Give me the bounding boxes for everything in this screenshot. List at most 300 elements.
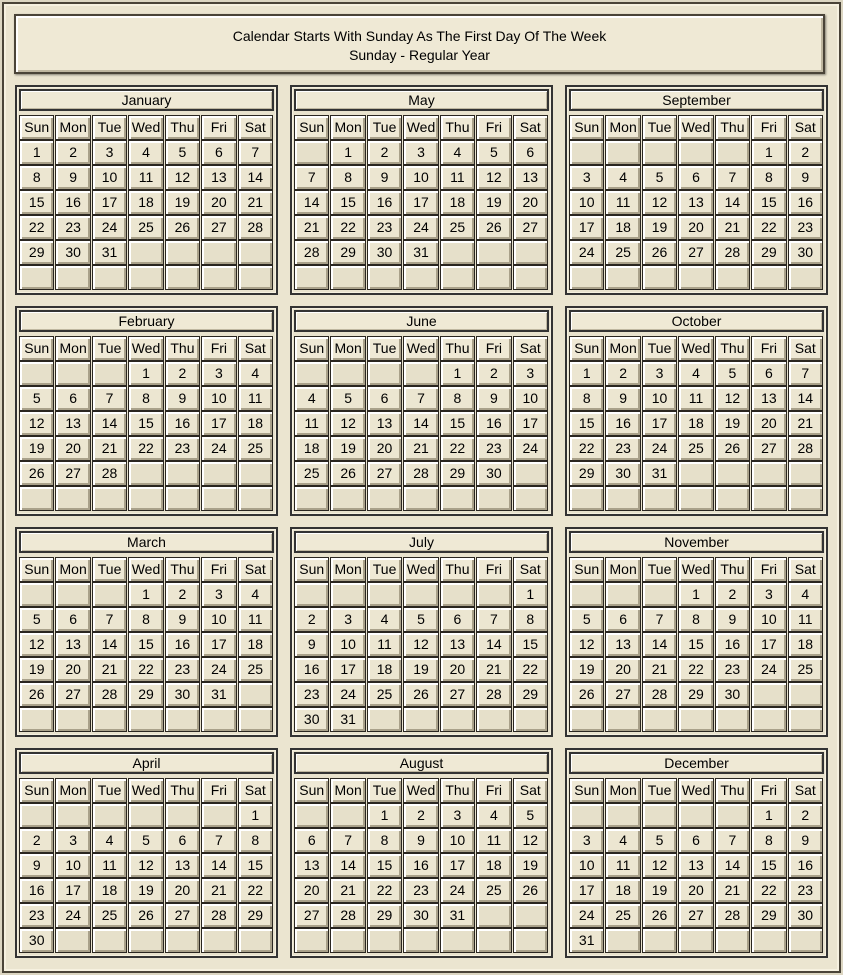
day-cell: 8 xyxy=(128,607,163,632)
day-cell: 30 xyxy=(294,707,329,732)
day-cell: 2 xyxy=(294,607,329,632)
day-cell: 13 xyxy=(678,853,713,878)
day-cell: 16 xyxy=(605,411,640,436)
empty-day-cell xyxy=(440,928,475,953)
weekday-header: Sun xyxy=(19,778,54,803)
month-title: January xyxy=(19,89,274,111)
empty-day-cell xyxy=(605,265,640,290)
day-cell: 16 xyxy=(55,190,90,215)
day-cell: 26 xyxy=(569,682,604,707)
empty-day-cell xyxy=(19,803,54,828)
empty-day-cell xyxy=(715,928,750,953)
empty-day-cell xyxy=(678,140,713,165)
empty-day-cell xyxy=(294,486,329,511)
day-cell: 30 xyxy=(403,903,438,928)
day-cell: 18 xyxy=(128,190,163,215)
day-cell: 30 xyxy=(19,928,54,953)
day-cell: 4 xyxy=(476,803,511,828)
day-cell: 24 xyxy=(513,436,548,461)
weekday-header: Sat xyxy=(513,336,548,361)
day-cell: 5 xyxy=(642,165,677,190)
weekday-header: Wed xyxy=(678,336,713,361)
day-cell: 16 xyxy=(19,878,54,903)
day-cell: 26 xyxy=(330,461,365,486)
day-cell: 26 xyxy=(19,682,54,707)
day-cell: 22 xyxy=(367,878,402,903)
day-cell: 2 xyxy=(715,582,750,607)
empty-day-cell xyxy=(403,486,438,511)
empty-day-cell xyxy=(19,361,54,386)
day-cell: 17 xyxy=(403,190,438,215)
weekday-header: Fri xyxy=(201,336,236,361)
day-cell: 13 xyxy=(513,165,548,190)
empty-day-cell xyxy=(19,265,54,290)
day-cell: 21 xyxy=(294,215,329,240)
day-cell: 24 xyxy=(92,215,127,240)
weekday-header: Mon xyxy=(330,336,365,361)
month-panel-february xyxy=(15,306,278,516)
empty-day-cell xyxy=(294,803,329,828)
day-cell: 23 xyxy=(788,878,823,903)
day-cell: 19 xyxy=(476,190,511,215)
day-cell: 26 xyxy=(715,436,750,461)
day-cell: 18 xyxy=(605,878,640,903)
empty-day-cell xyxy=(367,707,402,732)
empty-day-cell xyxy=(128,461,163,486)
day-cell: 17 xyxy=(569,215,604,240)
day-cell: 11 xyxy=(238,386,273,411)
day-cell: 10 xyxy=(569,853,604,878)
day-cell: 26 xyxy=(128,903,163,928)
month-panel-april xyxy=(15,748,278,958)
weekday-header: Sun xyxy=(294,778,329,803)
empty-day-cell xyxy=(294,361,329,386)
weekday-header: Thu xyxy=(440,778,475,803)
day-cell: 1 xyxy=(367,803,402,828)
day-cell: 20 xyxy=(367,436,402,461)
day-cell: 21 xyxy=(788,411,823,436)
empty-day-cell xyxy=(165,240,200,265)
day-cell: 6 xyxy=(440,607,475,632)
day-cell: 15 xyxy=(440,411,475,436)
day-cell: 8 xyxy=(751,828,786,853)
day-cell: 15 xyxy=(19,190,54,215)
day-cell: 6 xyxy=(55,607,90,632)
day-cell: 14 xyxy=(715,190,750,215)
day-cell: 17 xyxy=(330,657,365,682)
empty-day-cell xyxy=(55,265,90,290)
day-cell: 13 xyxy=(751,386,786,411)
day-cell: 12 xyxy=(476,165,511,190)
day-cell: 3 xyxy=(642,361,677,386)
empty-day-cell xyxy=(330,361,365,386)
day-cell: 22 xyxy=(128,436,163,461)
day-cell: 14 xyxy=(238,165,273,190)
day-cell: 25 xyxy=(440,215,475,240)
day-cell: 9 xyxy=(788,828,823,853)
day-cell: 3 xyxy=(201,582,236,607)
day-cell: 9 xyxy=(403,828,438,853)
day-cell: 24 xyxy=(440,878,475,903)
day-cell: 17 xyxy=(569,878,604,903)
day-cell: 23 xyxy=(165,436,200,461)
empty-day-cell xyxy=(605,140,640,165)
day-cell: 29 xyxy=(238,903,273,928)
empty-day-cell xyxy=(569,707,604,732)
day-cell: 22 xyxy=(678,657,713,682)
empty-day-cell xyxy=(92,361,127,386)
empty-day-cell xyxy=(440,486,475,511)
day-cell: 21 xyxy=(642,657,677,682)
month-days-grid xyxy=(569,115,824,290)
weekday-header: Wed xyxy=(128,336,163,361)
day-cell: 20 xyxy=(513,190,548,215)
empty-day-cell xyxy=(476,903,511,928)
empty-day-cell xyxy=(55,582,90,607)
day-cell: 11 xyxy=(605,853,640,878)
month-days-grid xyxy=(19,336,274,511)
day-cell: 9 xyxy=(476,386,511,411)
day-cell: 16 xyxy=(165,411,200,436)
weekday-header: Tue xyxy=(642,778,677,803)
day-cell: 2 xyxy=(55,140,90,165)
day-cell: 25 xyxy=(128,215,163,240)
day-cell: 4 xyxy=(92,828,127,853)
day-cell: 2 xyxy=(605,361,640,386)
day-cell: 13 xyxy=(367,411,402,436)
day-cell: 27 xyxy=(165,903,200,928)
day-cell: 20 xyxy=(678,878,713,903)
weekday-header: Fri xyxy=(476,557,511,582)
day-cell: 3 xyxy=(513,361,548,386)
day-cell: 16 xyxy=(715,632,750,657)
day-cell: 27 xyxy=(55,682,90,707)
day-cell: 21 xyxy=(715,878,750,903)
day-cell: 20 xyxy=(55,436,90,461)
empty-day-cell xyxy=(715,265,750,290)
weekday-header: Sat xyxy=(238,115,273,140)
day-cell: 12 xyxy=(642,853,677,878)
day-cell: 11 xyxy=(678,386,713,411)
day-cell: 20 xyxy=(751,411,786,436)
day-cell: 13 xyxy=(55,632,90,657)
day-cell: 18 xyxy=(678,411,713,436)
day-cell: 30 xyxy=(788,240,823,265)
day-cell: 13 xyxy=(294,853,329,878)
day-cell: 13 xyxy=(440,632,475,657)
empty-day-cell xyxy=(440,265,475,290)
weekday-header: Mon xyxy=(605,778,640,803)
day-cell: 25 xyxy=(92,903,127,928)
day-cell: 7 xyxy=(294,165,329,190)
day-cell: 19 xyxy=(513,853,548,878)
weekday-header: Sun xyxy=(294,557,329,582)
weekday-header: Tue xyxy=(367,336,402,361)
empty-day-cell xyxy=(476,928,511,953)
weekday-header: Thu xyxy=(440,557,475,582)
day-cell: 15 xyxy=(238,853,273,878)
day-cell: 30 xyxy=(165,682,200,707)
day-cell: 13 xyxy=(165,853,200,878)
day-cell: 14 xyxy=(715,853,750,878)
weekday-header: Sat xyxy=(238,336,273,361)
day-cell: 25 xyxy=(605,240,640,265)
day-cell: 10 xyxy=(55,853,90,878)
empty-day-cell xyxy=(605,582,640,607)
day-cell: 9 xyxy=(788,165,823,190)
weekday-header: Fri xyxy=(476,778,511,803)
empty-day-cell xyxy=(751,265,786,290)
day-cell: 27 xyxy=(440,682,475,707)
day-cell: 4 xyxy=(238,361,273,386)
month-days-grid xyxy=(569,557,824,732)
day-cell: 8 xyxy=(128,386,163,411)
empty-day-cell xyxy=(569,582,604,607)
day-cell: 24 xyxy=(569,240,604,265)
day-cell: 28 xyxy=(788,436,823,461)
day-cell: 29 xyxy=(751,240,786,265)
day-cell: 14 xyxy=(788,386,823,411)
day-cell: 2 xyxy=(367,140,402,165)
day-cell: 16 xyxy=(788,190,823,215)
day-cell: 6 xyxy=(294,828,329,853)
empty-day-cell xyxy=(642,140,677,165)
empty-day-cell xyxy=(513,903,548,928)
day-cell: 8 xyxy=(440,386,475,411)
day-cell: 30 xyxy=(715,682,750,707)
empty-day-cell xyxy=(403,582,438,607)
empty-day-cell xyxy=(238,461,273,486)
day-cell: 27 xyxy=(605,682,640,707)
day-cell: 19 xyxy=(165,190,200,215)
day-cell: 3 xyxy=(201,361,236,386)
weekday-header: Thu xyxy=(165,778,200,803)
day-cell: 14 xyxy=(476,632,511,657)
day-cell: 20 xyxy=(605,657,640,682)
weekday-header: Thu xyxy=(165,557,200,582)
day-cell: 2 xyxy=(476,361,511,386)
day-cell: 21 xyxy=(403,436,438,461)
day-cell: 20 xyxy=(165,878,200,903)
day-cell: 6 xyxy=(678,828,713,853)
day-cell: 16 xyxy=(788,853,823,878)
day-cell: 15 xyxy=(569,411,604,436)
empty-day-cell xyxy=(128,240,163,265)
empty-day-cell xyxy=(55,928,90,953)
empty-day-cell xyxy=(403,707,438,732)
day-cell: 27 xyxy=(678,903,713,928)
day-cell: 29 xyxy=(678,682,713,707)
day-cell: 19 xyxy=(19,436,54,461)
weekday-header: Sun xyxy=(569,557,604,582)
weekday-header: Fri xyxy=(476,115,511,140)
day-cell: 29 xyxy=(751,903,786,928)
weekday-header: Tue xyxy=(642,115,677,140)
day-cell: 27 xyxy=(55,461,90,486)
empty-day-cell xyxy=(751,707,786,732)
empty-day-cell xyxy=(642,707,677,732)
day-cell: 30 xyxy=(605,461,640,486)
weekday-header: Tue xyxy=(92,115,127,140)
empty-day-cell xyxy=(642,265,677,290)
weekday-header: Thu xyxy=(440,115,475,140)
day-cell: 30 xyxy=(788,903,823,928)
empty-day-cell xyxy=(440,240,475,265)
day-cell: 8 xyxy=(19,165,54,190)
day-cell: 25 xyxy=(238,436,273,461)
weekday-header: Sat xyxy=(788,336,823,361)
day-cell: 19 xyxy=(128,878,163,903)
day-cell: 9 xyxy=(294,632,329,657)
day-cell: 22 xyxy=(330,215,365,240)
day-cell: 28 xyxy=(92,682,127,707)
month-days-grid xyxy=(294,336,549,511)
empty-day-cell xyxy=(751,461,786,486)
weekday-header: Wed xyxy=(128,115,163,140)
day-cell: 1 xyxy=(751,803,786,828)
day-cell: 3 xyxy=(440,803,475,828)
day-cell: 29 xyxy=(367,903,402,928)
day-cell: 18 xyxy=(238,632,273,657)
weekday-header: Sat xyxy=(788,557,823,582)
day-cell: 24 xyxy=(55,903,90,928)
empty-day-cell xyxy=(715,140,750,165)
day-cell: 22 xyxy=(513,657,548,682)
day-cell: 9 xyxy=(367,165,402,190)
weekday-header: Tue xyxy=(92,557,127,582)
empty-day-cell xyxy=(678,707,713,732)
empty-day-cell xyxy=(165,803,200,828)
day-cell: 23 xyxy=(165,657,200,682)
empty-day-cell xyxy=(165,265,200,290)
weekday-header: Wed xyxy=(403,336,438,361)
day-cell: 8 xyxy=(367,828,402,853)
day-cell: 31 xyxy=(201,682,236,707)
weekday-header: Sat xyxy=(788,778,823,803)
day-cell: 30 xyxy=(367,240,402,265)
weekday-header: Wed xyxy=(678,557,713,582)
day-cell: 14 xyxy=(92,411,127,436)
day-cell: 21 xyxy=(715,215,750,240)
day-cell: 23 xyxy=(294,682,329,707)
empty-day-cell xyxy=(715,707,750,732)
day-cell: 23 xyxy=(605,436,640,461)
day-cell: 9 xyxy=(605,386,640,411)
weekday-header: Sat xyxy=(513,115,548,140)
day-cell: 23 xyxy=(788,215,823,240)
empty-day-cell xyxy=(440,707,475,732)
day-cell: 5 xyxy=(715,361,750,386)
empty-day-cell xyxy=(128,803,163,828)
month-days-grid xyxy=(294,778,549,953)
day-cell: 16 xyxy=(403,853,438,878)
empty-day-cell xyxy=(330,486,365,511)
day-cell: 20 xyxy=(55,657,90,682)
day-cell: 4 xyxy=(367,607,402,632)
empty-day-cell xyxy=(165,461,200,486)
empty-day-cell xyxy=(751,682,786,707)
day-cell: 1 xyxy=(440,361,475,386)
day-cell: 25 xyxy=(788,657,823,682)
empty-day-cell xyxy=(715,461,750,486)
day-cell: 25 xyxy=(476,878,511,903)
weekday-header: Sun xyxy=(569,778,604,803)
day-cell: 29 xyxy=(569,461,604,486)
month-title: November xyxy=(569,531,824,553)
month-panel-january xyxy=(15,85,278,295)
day-cell: 11 xyxy=(367,632,402,657)
weekday-header: Tue xyxy=(92,336,127,361)
weekday-header: Tue xyxy=(367,115,402,140)
empty-day-cell xyxy=(55,803,90,828)
day-cell: 19 xyxy=(715,411,750,436)
day-cell: 26 xyxy=(476,215,511,240)
empty-day-cell xyxy=(330,803,365,828)
day-cell: 3 xyxy=(403,140,438,165)
day-cell: 1 xyxy=(330,140,365,165)
empty-day-cell xyxy=(201,486,236,511)
day-cell: 24 xyxy=(330,682,365,707)
day-cell: 27 xyxy=(367,461,402,486)
day-cell: 11 xyxy=(788,607,823,632)
day-cell: 12 xyxy=(330,411,365,436)
day-cell: 25 xyxy=(367,682,402,707)
day-cell: 12 xyxy=(403,632,438,657)
day-cell: 11 xyxy=(294,411,329,436)
day-cell: 11 xyxy=(476,828,511,853)
day-cell: 29 xyxy=(513,682,548,707)
empty-day-cell xyxy=(513,928,548,953)
day-cell: 17 xyxy=(201,411,236,436)
weekday-header: Mon xyxy=(55,557,90,582)
day-cell: 4 xyxy=(238,582,273,607)
month-panel-december xyxy=(565,748,828,958)
empty-day-cell xyxy=(201,707,236,732)
empty-day-cell xyxy=(678,486,713,511)
day-cell: 12 xyxy=(165,165,200,190)
empty-day-cell xyxy=(513,486,548,511)
empty-day-cell xyxy=(605,928,640,953)
day-cell: 19 xyxy=(642,215,677,240)
day-cell: 14 xyxy=(330,853,365,878)
weekday-header: Wed xyxy=(678,115,713,140)
empty-day-cell xyxy=(403,928,438,953)
empty-day-cell xyxy=(788,486,823,511)
day-cell: 7 xyxy=(403,386,438,411)
day-cell: 21 xyxy=(476,657,511,682)
weekday-header: Sat xyxy=(788,115,823,140)
empty-day-cell xyxy=(128,707,163,732)
empty-day-cell xyxy=(678,928,713,953)
day-cell: 24 xyxy=(569,903,604,928)
day-cell: 28 xyxy=(403,461,438,486)
day-cell: 24 xyxy=(642,436,677,461)
empty-day-cell xyxy=(403,361,438,386)
day-cell: 2 xyxy=(788,803,823,828)
empty-day-cell xyxy=(605,803,640,828)
empty-day-cell xyxy=(367,265,402,290)
empty-day-cell xyxy=(92,707,127,732)
day-cell: 8 xyxy=(330,165,365,190)
day-cell: 6 xyxy=(678,165,713,190)
weekday-header: Sun xyxy=(569,115,604,140)
empty-day-cell xyxy=(367,361,402,386)
weekday-header: Tue xyxy=(642,336,677,361)
day-cell: 22 xyxy=(238,878,273,903)
day-cell: 12 xyxy=(513,828,548,853)
day-cell: 15 xyxy=(513,632,548,657)
day-cell: 10 xyxy=(403,165,438,190)
